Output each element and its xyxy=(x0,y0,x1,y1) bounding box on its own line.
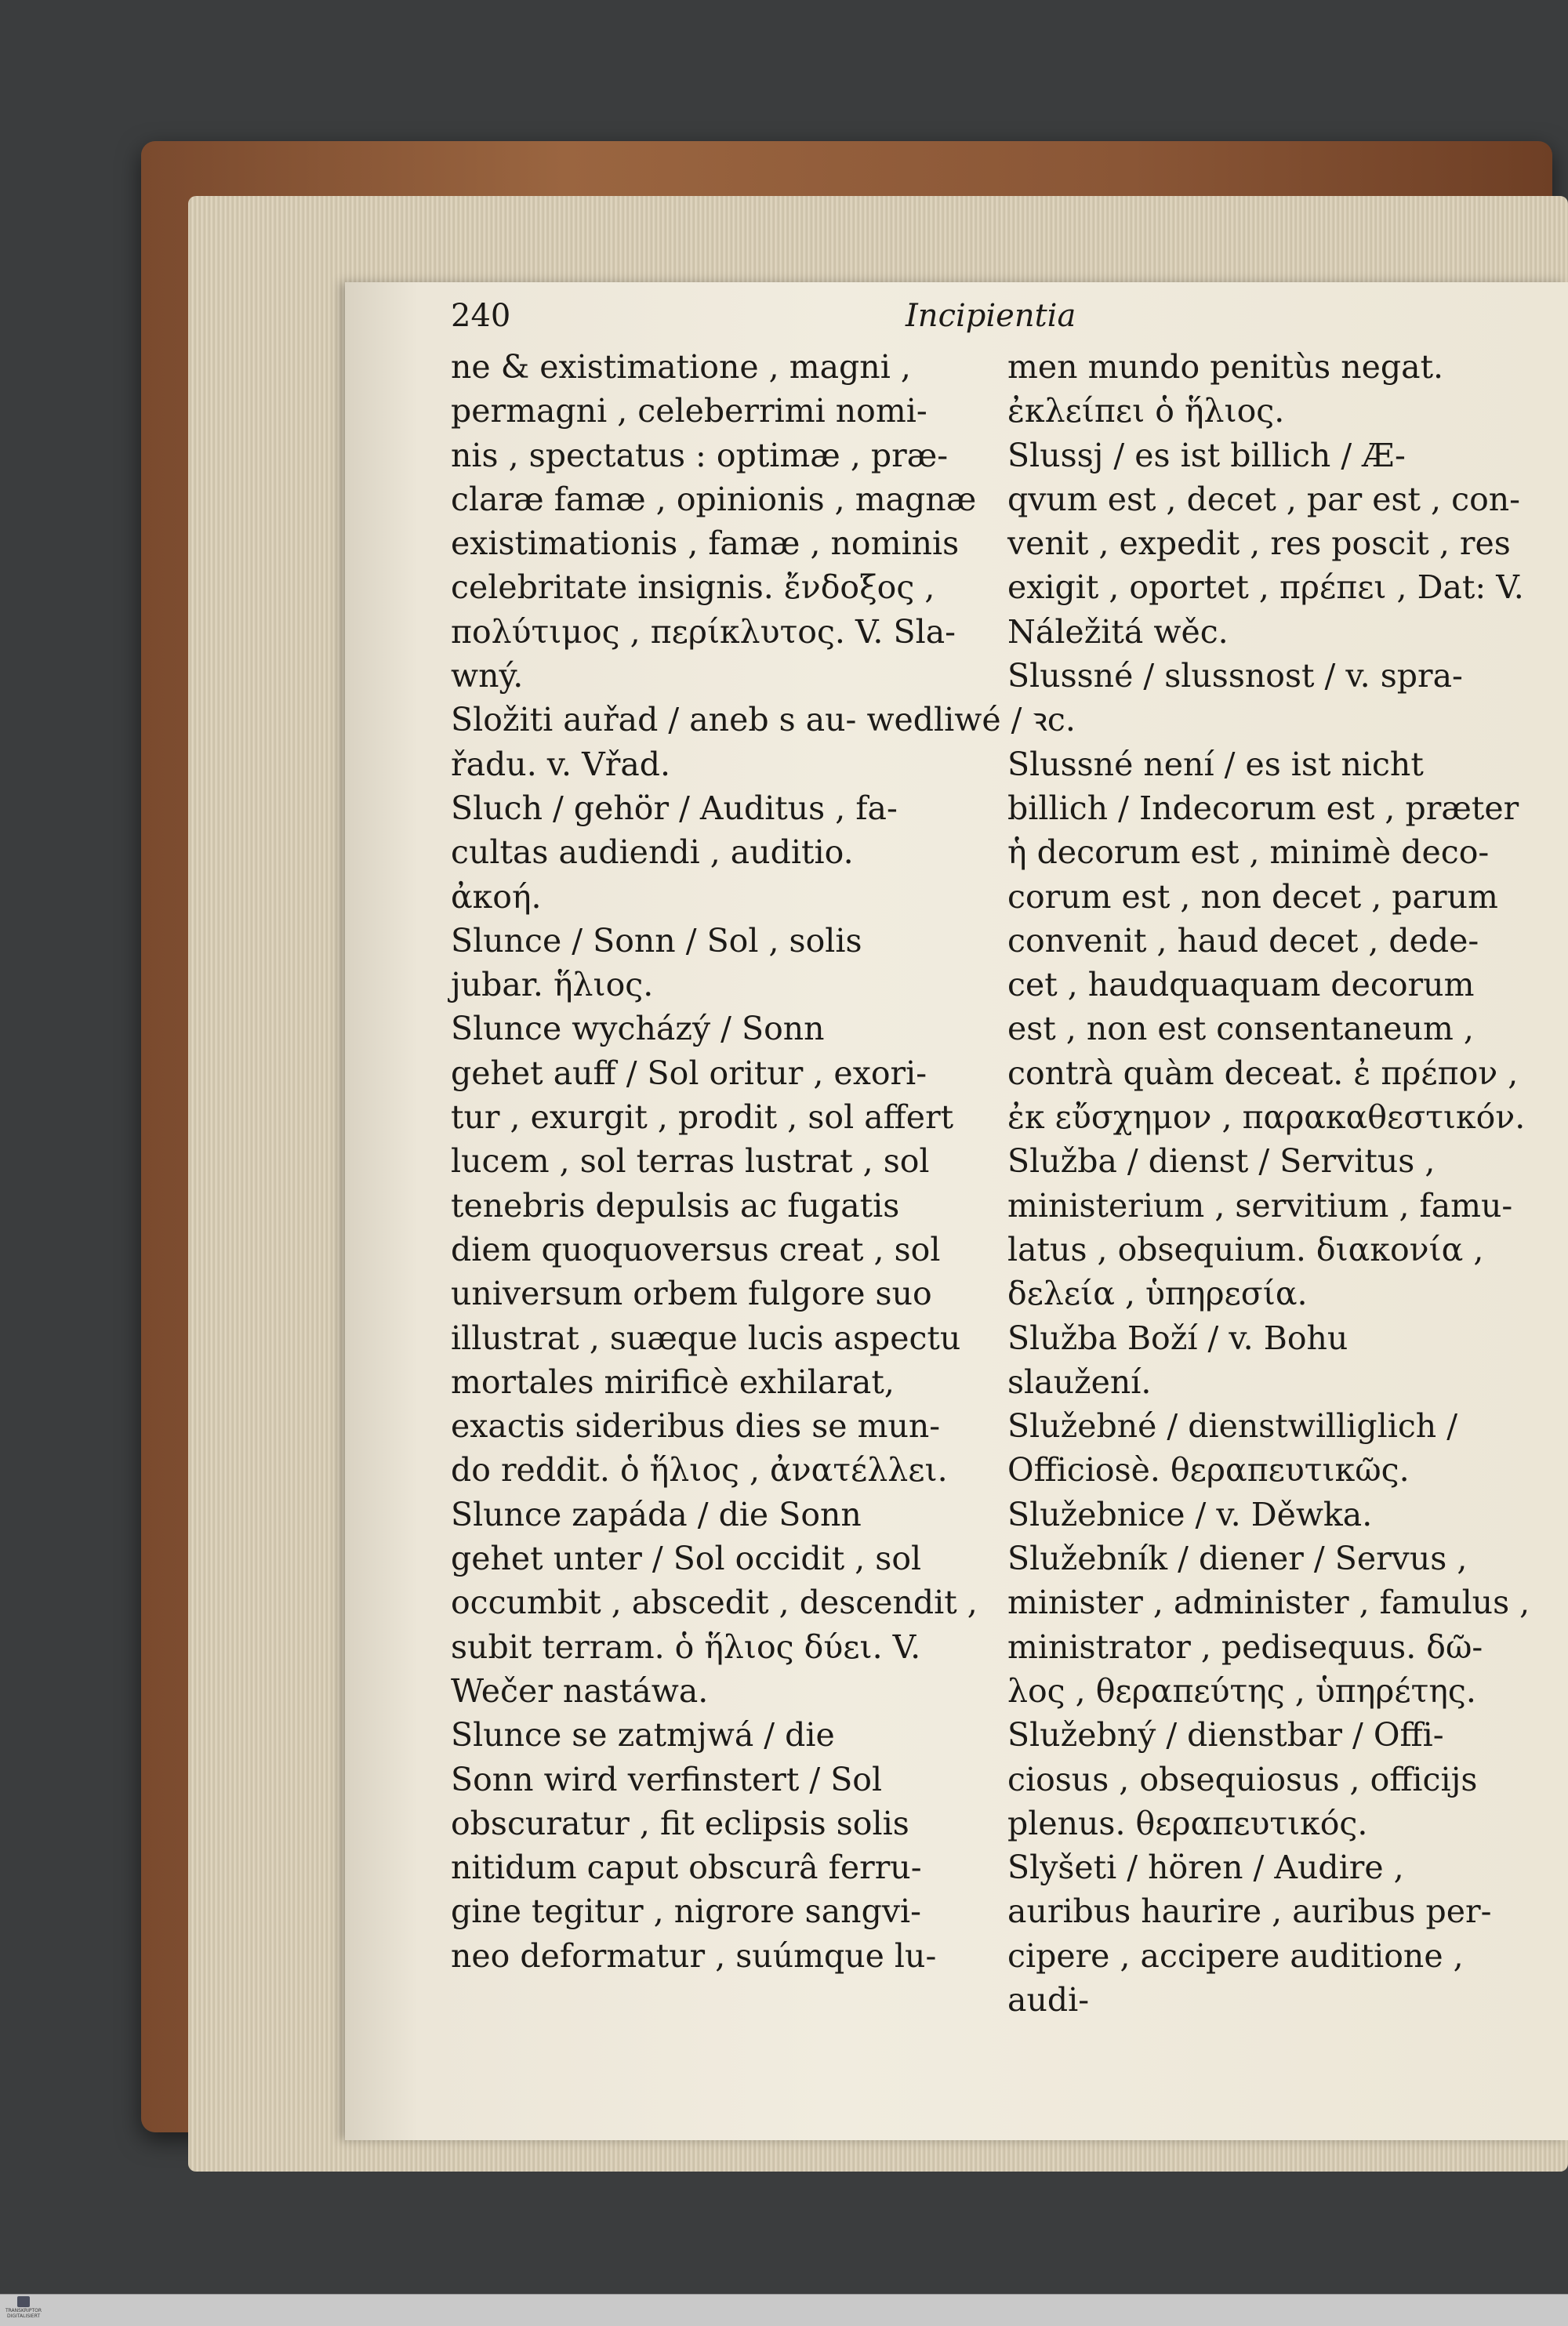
right-column xyxy=(1007,345,1556,2022)
right-column-line: ἡ decorum est , minimè deco- xyxy=(1007,833,1490,872)
left-column-line: mortales mirificè exhilarat, xyxy=(451,1363,895,1401)
viewer-logo xyxy=(5,2296,42,2323)
left-column-line: gine tegitur , nigrore sangvi- xyxy=(451,1892,921,1931)
right-column-line: latus , obsequium. διακονία , xyxy=(1007,1230,1484,1268)
left-column-line: Složiti auřad / aneb s au- wedliwé / ꝛc. xyxy=(451,701,1076,739)
right-column-line: δελεία , ὑπηρεσία. xyxy=(1007,1275,1308,1313)
right-column-line: auribus haurire , auribus per- xyxy=(1007,1892,1492,1931)
left-column-line: Sluch / gehör / Auditus , fa- xyxy=(451,789,898,827)
left-column-line: nitidum caput obscurâ ferru- xyxy=(451,1849,922,1887)
right-column-line: Služba / dienst / Servitus , xyxy=(1007,1142,1436,1181)
right-column-line: audi- xyxy=(1007,1980,1090,2019)
left-column-line: řadu. v. Vřad. xyxy=(451,745,671,783)
left-column-line: diem quoquoversus creat , sol xyxy=(451,1230,941,1268)
right-column-line: Slussj / es ist billich / Æ- xyxy=(1007,436,1406,474)
left-column-line: celebritate insignis. ἔνδοξος , xyxy=(451,568,935,607)
left-column-line: gehet unter / Sol occidit , sol xyxy=(451,1540,922,1578)
right-column-line: Služebnice / v. Děwka. xyxy=(1007,1495,1373,1533)
left-column-line: existimationis , famæ , nominis xyxy=(451,524,960,563)
right-column-line: contrà quàm deceat. ἐ πρέπον , xyxy=(1007,1054,1519,1092)
left-column-line: cultas audiendi , auditio. xyxy=(451,833,854,872)
left-column-line: Sonn wird verfinstert / Sol xyxy=(451,1760,883,1798)
right-column-line: ἐκλείπει ὁ ἥλιος. xyxy=(1007,392,1285,430)
left-column-line: jubar. ἥλιος. xyxy=(451,966,654,1004)
right-column-line: men mundo penitùs negat. xyxy=(1007,348,1444,386)
right-column-line: Slussné není / es ist nicht xyxy=(1007,745,1424,783)
right-column-line: billich / Indecorum est , præter xyxy=(1007,789,1519,827)
right-column-line: Slussné / slussnost / v. spra- xyxy=(1007,657,1463,695)
right-column-line: qvum est , decet , par est , con- xyxy=(1007,480,1521,518)
right-column-line: ἐκ εὔσχημον , παρακαθεστικόν. xyxy=(1007,1098,1526,1137)
left-column xyxy=(451,345,1076,1978)
right-column-line: Officiosè. θεραπευτικῶς. xyxy=(1007,1451,1410,1490)
right-column-line: venit , expedit , res poscit , res xyxy=(1007,524,1511,563)
right-column-line: Náležitá wěc. xyxy=(1007,612,1229,651)
right-column-line: Služebník / diener / Servus , xyxy=(1007,1540,1468,1578)
right-column-line: corum est , non decet , parum xyxy=(1007,877,1498,916)
right-column-line: cipere , accipere auditione , xyxy=(1007,1936,1464,1975)
right-column-line: Služba Boží / v. Bohu xyxy=(1007,1319,1348,1357)
left-column-line: Slunce / Sonn / Sol , solis xyxy=(451,921,862,960)
left-column-line: Slunce wycházý / Sonn xyxy=(451,1010,825,1048)
right-column-line: Služebný / dienstbar / Offi- xyxy=(1007,1716,1444,1754)
right-column-line: convenit , haud decet , dede- xyxy=(1007,921,1479,960)
left-column-line: wný. xyxy=(451,657,524,695)
left-column-line: πολύτιμος , περίκλυτος. V. Sla- xyxy=(451,612,956,651)
left-column-line: ne & existimatione , magni , xyxy=(451,348,911,386)
right-column-line: exigit , oportet , πρέπει , Dat: V. xyxy=(1007,568,1524,607)
right-column-line: Služebné / dienstwilliglich / xyxy=(1007,1407,1458,1446)
left-column-line: universum orbem fulgore suo xyxy=(451,1275,932,1313)
left-column-line: lucem , sol terras lustrat , sol xyxy=(451,1142,930,1181)
left-column-line: obscuratur , fit eclipsis solis xyxy=(451,1804,909,1842)
right-column-line: Slyšeti / hören / Audire , xyxy=(1007,1849,1404,1887)
left-column-line: gehet auff / Sol oritur , exori- xyxy=(451,1054,927,1092)
right-column-line: est , non est consentaneum , xyxy=(1007,1010,1474,1048)
right-column-line: ciosus , obsequiosus , officijs xyxy=(1007,1760,1478,1798)
right-column-line xyxy=(1007,698,1556,742)
left-column-line: neo deformatur , suúmque lu- xyxy=(451,1936,937,1975)
right-column-line: slaužení. xyxy=(1007,1363,1152,1401)
right-column-line: λος , θεραπεύτης , ὑπηρέτης. xyxy=(1007,1671,1476,1710)
viewer-bottom-bar xyxy=(0,2294,1568,2326)
logo-text: TRANSKRIPTOR xyxy=(5,2308,42,2313)
logo-icon xyxy=(17,2296,30,2307)
left-column-line: illustrat , suæque lucis aspectu xyxy=(451,1319,961,1357)
left-column-line: Slunce zapáda / die Sonn xyxy=(451,1495,862,1533)
left-column-line: Wečer nastáwa. xyxy=(451,1671,709,1710)
left-column-line: do reddit. ὁ ἥλιος , ἀνατέλλει. xyxy=(451,1451,948,1490)
right-column-line: ministerium , servitium , famu- xyxy=(1007,1186,1513,1225)
left-column-line: permagni , celeberrimi nomi- xyxy=(451,392,927,430)
right-column-line: ministrator , pedisequus. δῶ- xyxy=(1007,1627,1483,1666)
right-column-line: cet , haudquaquam decorum xyxy=(1007,966,1475,1004)
left-column-line: ἀκοή. xyxy=(451,877,542,916)
running-head: Incipientia xyxy=(906,298,1076,334)
logo-subtext: DIGITALISIERT xyxy=(7,2313,40,2319)
left-column-line: nis , spectatus : optimæ , præ- xyxy=(451,436,949,474)
left-column-line: subit terram. ὁ ἥλιος δύει. V. xyxy=(451,1627,921,1666)
left-column-line: claræ famæ , opinionis , magnæ xyxy=(451,480,977,518)
page-header xyxy=(451,298,1556,345)
right-column-line: minister , administer , famulus , xyxy=(1007,1584,1530,1622)
left-column-line: exactis sideribus dies se mun- xyxy=(451,1407,941,1446)
left-column-line: Slunce se zatmjwá / die xyxy=(451,1716,835,1754)
left-column-line: occumbit , abscedit , descendit , xyxy=(451,1584,978,1622)
left-column-line: tur , exurgit , prodit , sol affert xyxy=(451,1098,954,1137)
right-column-line: plenus. θεραπευτικός. xyxy=(1007,1804,1368,1842)
left-column-line: tenebris depulsis ac fugatis xyxy=(451,1186,900,1225)
page-number: 240 xyxy=(451,298,511,334)
